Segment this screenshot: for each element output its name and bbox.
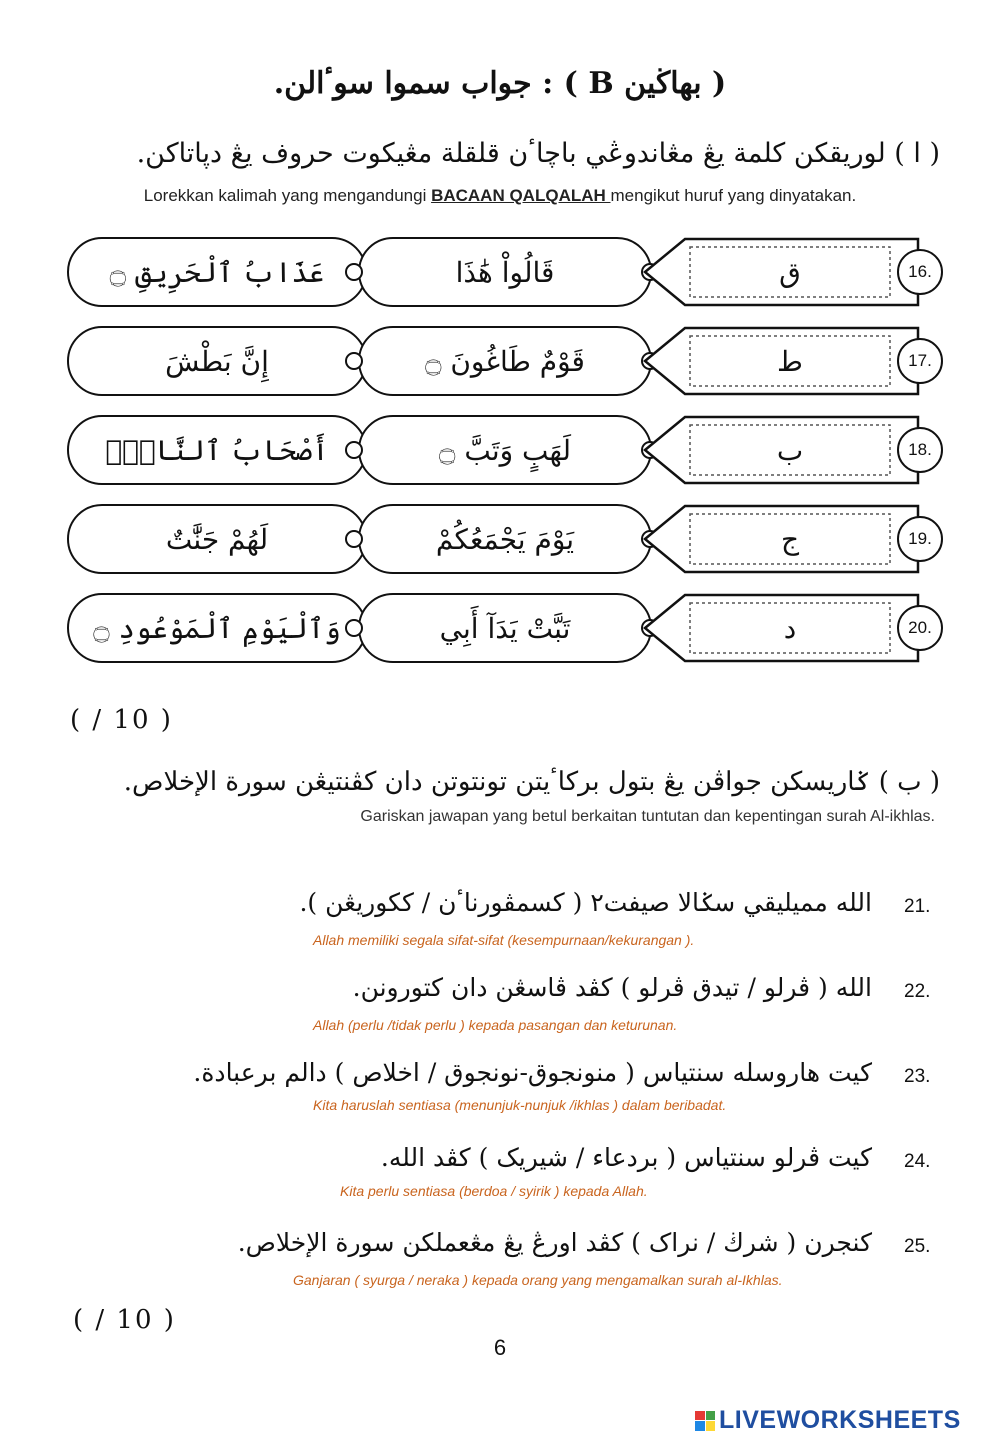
qalqalah-letter: ط (777, 344, 803, 378)
question-number: 17. (897, 338, 943, 384)
connector-dot (345, 441, 363, 459)
section-a-instruction-en (0, 186, 1000, 206)
option-text: أَصْحَابُ ٱلنَّارِۖ (105, 433, 329, 467)
question-number: 19. (897, 516, 943, 562)
option-pill[interactable] (67, 326, 367, 396)
option-text: وَٱلْيَوْمِ ٱلْمَوْعُودِ ۝ (93, 611, 341, 645)
option-text: لَهُمْ جَنَّٰتٌ (165, 522, 269, 556)
letter-tag (640, 593, 920, 663)
question-number: 23. (904, 1066, 931, 1087)
question-text-ar[interactable]: كنجرن ( شرڬ / نراک ) كڤد اورڠ يڠ مڠعملكن سورة الإخلاص. (237, 1228, 872, 1257)
question-number: 21. (904, 896, 931, 917)
qalqalah-letter: د (783, 611, 797, 645)
letter-tag (640, 415, 920, 485)
liveworksheets-logo-icon (695, 1411, 715, 1431)
section-b-instruction-en: Gariskan jawapan yang betul berkaitan tuntutan dan kepentingan surah Al-ikhlas. (360, 808, 935, 825)
question-text-ar[interactable]: كيت ڤرلو سنتياس ( بردعاء / شيريک ) كڤد الله. (380, 1143, 872, 1172)
brand-logo (695, 1406, 961, 1435)
option-text: لَهَبٍ وَتَبَّ ۝ (439, 433, 571, 467)
letter-tag (640, 326, 920, 396)
question-number: 20. (897, 605, 943, 651)
option-text: إِنَّ بَطْشَ (165, 344, 269, 378)
question-number: 22. (904, 981, 931, 1002)
section-a-score: ( / 10 ) (70, 705, 173, 735)
option-pill[interactable] (67, 593, 367, 663)
connector-dot (345, 619, 363, 637)
section-b-score: ( / 10 ) (73, 1305, 176, 1335)
question-hint-en: Ganjaran ( syurga / neraka ) kepada orang yang mengamalkan surah al-Ikhlas. (293, 1272, 783, 1288)
letter-tag (640, 237, 920, 307)
question-text-ar[interactable]: الله ( ڤرلو / تيدق ڤرلو ) كڤد ڤاسڠن دان كتورونن. (352, 973, 872, 1002)
option-pill[interactable] (358, 504, 652, 574)
brand-text: LIVEWORKSHEETS (719, 1406, 961, 1434)
instruction-en-pre: Lorekkan kalimah yang mengandungi (143, 186, 432, 205)
option-pill[interactable] (67, 237, 367, 307)
page-title: ( بهاڬين B ) : جواب سموا سوٴالن. (273, 66, 727, 101)
option-pill[interactable] (358, 593, 652, 663)
connector-dot (345, 530, 363, 548)
question-hint-en: Allah (perlu /tidak perlu ) kepada pasangan dan keturunan. (313, 1017, 678, 1033)
option-text: قَالُواْ هَٰذَا (455, 255, 555, 289)
page-number: 6 (493, 1335, 507, 1360)
question-number: 24. (904, 1151, 931, 1172)
section-b-instruction-ar: ( ب ) ݢاريسكن جواڤن يڠ بتول بركاٴيتن تونتوتن دان كڤنتيڠن سورة الإخلاص. (123, 767, 940, 797)
question-hint-en: Allah memiliki segala sifat-sifat (kesempurnaan/kekurangan ). (313, 932, 695, 948)
instruction-en-post: mengikut huruf yang dinyatakan. (610, 186, 857, 205)
qalqalah-letter: ب (776, 433, 804, 467)
option-text: يَوْمَ يَجْمَعُكُمْ (435, 522, 575, 556)
connector-dot (345, 263, 363, 281)
option-pill[interactable] (67, 504, 367, 574)
option-pill[interactable] (67, 415, 367, 485)
qalqalah-letter: ج (780, 522, 800, 556)
option-pill[interactable] (358, 237, 652, 307)
option-pill[interactable] (358, 326, 652, 396)
section-a-instruction-ar: ( ا ) لوريقكن كلمة يڠ مڠاندوڠي باچاٴن قلقلة مڠيکوت حروف يڠ دڽاتاكن. (136, 138, 940, 169)
option-text: تَبَّتْ يَدَآ أَبِي (439, 611, 571, 645)
letter-tag (640, 504, 920, 574)
option-pill[interactable] (358, 415, 652, 485)
qalqalah-letter: ق (779, 255, 801, 289)
question-number: 25. (904, 1236, 931, 1257)
option-text: قَوْمٌ طَاغُونَ ۝ (425, 344, 585, 378)
question-number: 16. (897, 249, 943, 295)
question-number: 18. (897, 427, 943, 473)
option-text: عَذَابُ ٱلْحَرِيقِ ۝ (109, 255, 325, 289)
question-text-ar[interactable]: كيت هاروسله سنتياس ( منونجوق-نونجوق / اخلاص ) دالم برعبادة. (193, 1058, 872, 1087)
question-hint-en: Kita haruslah sentiasa (menunjuk-nunjuk /ikhlas ) dalam beribadat. (313, 1097, 727, 1113)
connector-dot (345, 352, 363, 370)
question-text-ar[interactable]: الله مميليقي سݢالا صيفت٢ ( كسمڤورناٴن / ككوريڠن ). (299, 888, 872, 917)
instruction-en-bold: BACAAN QALQALAH (431, 186, 611, 205)
question-hint-en: Kita perlu sentiasa (berdoa / syirik ) kepada Allah. (340, 1183, 648, 1199)
